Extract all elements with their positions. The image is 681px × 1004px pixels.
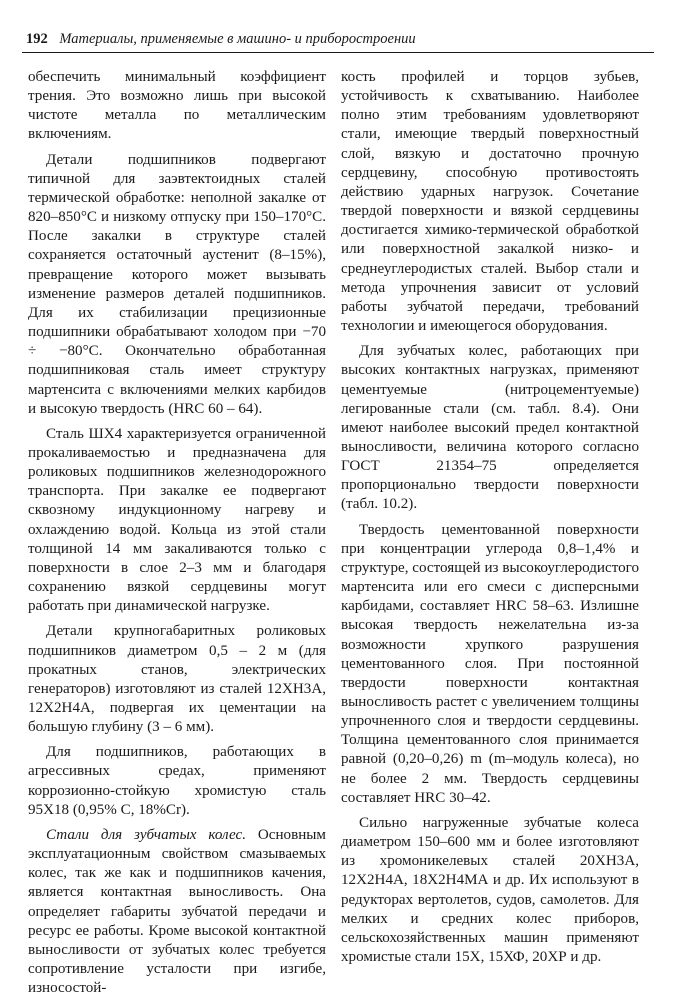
page-number: 192: [26, 31, 48, 47]
paragraph: Сильно нагруженные зубчатые колеса диаметром 150–600 мм и более изготовляют из хромоникелевых сталей 20ХН3А, 12Х2Н4А, 18Х2Н4МА и др. Их используют в редукторах вертолетов, судов, самолетов. Для мелких и средних колес приборов, сельскохозяйственных машин применяют хромистые стали 15Х, 15ХФ, 20ХР и др.: [341, 814, 639, 966]
paragraph-with-heading: [28, 826, 326, 998]
header-rule: [22, 52, 654, 53]
left-column: [28, 68, 326, 1004]
paragraph-text: Основным эксплуатационным свойством смазываемых колес, так же как и подшипников качения, является контактная выносливость. Она определяет габариты зубчатой передачи и ресурс ее работы. Кроме высокой контактной выносливости от зубчатых колес требуется сопротивление усталости при изгибе, износостой-: [28, 826, 326, 997]
paragraph: Для зубчатых колес, работающих при высоких контактных нагрузках, применяют цементуемые (нитроцементуемые) легированные стали (см. табл. 8.4). Они имеют наиболее высокий предел контактной выносливости, величина которого согласно ГОСТ 21354–75 определяется пропорционально твердости поверхности (табл. 10.2).: [341, 343, 639, 513]
paragraph: Детали подшипников подвергают типичной для заэвтектоидных сталей термической обработке: неполной закалке от 820–850°С и низкому отпуску при 150–170°С. После закалки в структуре сталей сохраняется остаточный аустенит (8–15%), превращение которого может вызывать изменение размеров деталей подшипников. Для их стабилизации прецизионные подшипники обрабатывают холодом при −70 ÷ −80°С. Окончательно обработанная подшипниковая сталь имеет структуру мартенсита с включениями мелких карбидов и высокую твердость (HRC 60 – 64).: [28, 151, 326, 417]
paragraph: кость профилей и торцов зубьев, устойчивость к схватыванию. Наиболее полно этим требованиям удовлетворяют стали, имеющие твердый поверхностный слой, вязкую и достаточно прочную сердцевину, способную противостоять действию ударных нагрузок. Сочетание твердой поверхности и вязкой сердцевины достигается химико-термической обработкой или поверхностной закалкой низко- и среднеуглеродистых сталей. Выбор стали и метода упрочнения зависит от условий работы зубчатой передачи, требований технологии и имеющегося оборудования.: [341, 69, 639, 335]
paragraph: Твердость цементованной поверхности при концентрации углерода 0,8–1,4% и структуре, состоящей из высокоуглеродистого мартенсита или его смеси с дисперсными карбидами, составляет HRC 58–63. Излишне высокая твердость нежелательна из-за возможности хрупкого разрушения цементованного слоя. При постоянной твердости поверхности контактная выносливость растет с увеличением толщины упрочненного слоя и твердости сердцевины. Толщина цементованного слоя принимается равной (0,20–0,26) m (m–модуль колеса), но не более 2 мм. Твердость сердцевины составляет HRC 30–42.: [341, 521, 639, 806]
running-title: Материалы, применяемые в машино- и приборостроении: [59, 31, 416, 47]
paragraph: Для подшипников, работающих в агрессивных средах, применяют коррозионно-стойкую хромистую сталь 95Х18 (0,95% С, 18%Cr).: [28, 744, 326, 818]
paragraph: обеспечить минимальный коэффициент трения. Это возможно лишь при высокой чистоте металла по металлическим включениям.: [28, 69, 326, 143]
right-column: [341, 68, 639, 973]
section-run-in-heading: Стали для зубчатых колес.: [46, 826, 246, 843]
paragraph: Детали крупногабаритных роликовых подшипников диаметром 0,5 – 2 м (для прокатных станов, электрических генераторов) изготовляют из сталей 12ХН3А, 12Х2Н4А, подвергая их цементации на большую глубину (3 – 6 мм).: [28, 623, 326, 736]
paragraph: Сталь ШХ4 характеризуется ограниченной прокаливаемостью и предназначена для роликовых подшипников железнодорожного транспорта. При закалке ее подвергают сквозному индукционному нагреву и охлаждению водой. Кольца из этой стали толщиной 14 мм закаливаются только с поверхности в слое 2–3 мм и благодаря сохранению вязкой сердцевины могут работать при динамической нагрузке.: [28, 425, 326, 615]
running-header: [26, 30, 654, 48]
